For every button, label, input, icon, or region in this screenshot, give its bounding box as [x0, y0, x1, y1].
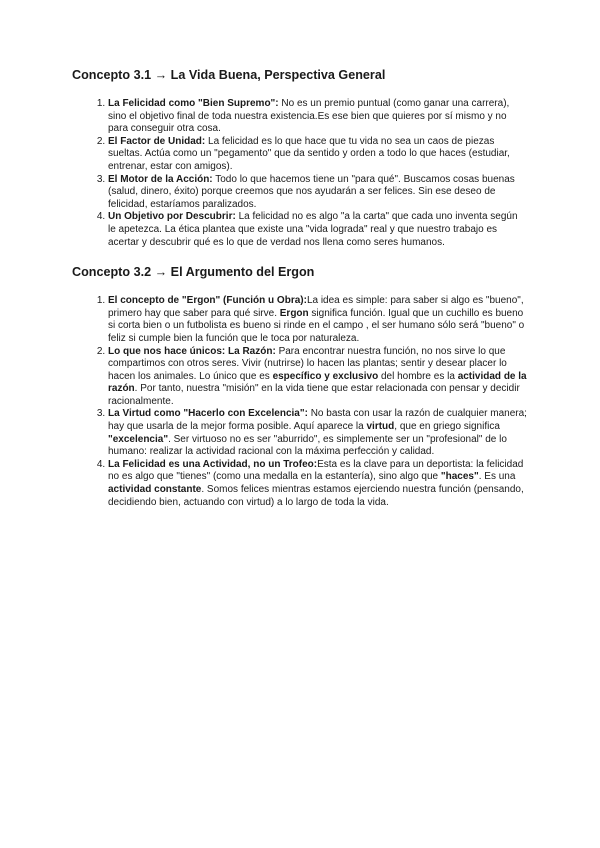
item-text: La felicidad no es algo "a la carta" que cada uno inventa según le apetezca. La ética plantea que existe una "vida lograda" real y que nuestro trabajo es acertar y descubrir qué es lo que de verdad nos llena como seres humanos.	[108, 211, 518, 248]
item-text: . Por tanto, nuestra "misión" en la vida tiene que estar relacionada con pensar y decidir racionalmente.	[108, 383, 520, 407]
list-item	[108, 211, 528, 249]
item-text: . Ser virtuoso no es ser "aburrido", es simplemente ser un "profesional" de lo humano: realizar la actividad racional con la máxima perfección y calidad.	[108, 433, 507, 458]
item-emphasis: virtud	[366, 421, 395, 433]
item-text: Todo lo que hacemos tiene un "para qué". Buscamos cosas buenas (salud, dinero, éxito) porque creemos que nos ayudarán a ser felices. Sin ese deseo de felicidad, estaríamos paralizados.	[108, 173, 515, 210]
item-emphasis: Ergon	[279, 307, 309, 319]
section-title: Concepto 3.2 → El Argumento del Ergon	[72, 265, 315, 280]
list-item	[108, 408, 528, 458]
item-heading: Un Objetivo por Descubrir:	[108, 211, 236, 223]
concept-list	[72, 295, 528, 509]
item-emphasis: específico y exclusivo	[272, 370, 379, 382]
item-text: significa función. Igual que un cuchillo es bueno si corta bien o un futbolista es bueno si rinde en el campo , el ser humano sólo será "bueno" o feliz si cumple bien la función que le toca por naturaleza.	[108, 307, 525, 344]
item-emphasis: "haces"	[440, 471, 479, 483]
item-heading: El Factor de Unidad:	[108, 135, 206, 147]
list-item	[108, 295, 528, 345]
item-text: Esta es la clave para un deportista: la felicidad no es algo que "tienes" (como una medalla en la estantería), sino algo que	[108, 458, 524, 483]
item-text: No basta con usar la razón de cualquier manera; hay que usarla de la mejor forma posible. Aquí aparece la	[108, 408, 527, 433]
item-heading: Lo que nos hace únicos: La Razón:	[108, 345, 276, 357]
item-text: Para encontrar nuestra función, no nos sirve lo que compartimos con otros seres. Vivir (nutrirse) lo hacen las plantas; sentir y desear placer lo hacen los animales. Lo único que es	[108, 345, 507, 382]
list-item	[108, 136, 528, 174]
list-item	[108, 174, 528, 212]
list-item	[108, 459, 528, 509]
list-item	[108, 346, 528, 409]
item-text: del hombre es la	[378, 370, 458, 382]
document-page	[72, 66, 528, 523]
item-emphasis: actividad de la razón	[108, 370, 527, 395]
item-heading: La Felicidad como "Bien Supremo":	[108, 98, 279, 109]
item-emphasis: "excelencia"	[108, 433, 169, 445]
section-title: Concepto 3.1 → La Vida Buena, Perspectiva General	[72, 68, 386, 82]
item-heading: El Motor de la Acción:	[108, 173, 213, 185]
item-text: . Somos felices mientras estamos ejerciendo nuestra función (pensando, decidiendo bien, actuando con virtud) a lo largo de toda la vida.	[108, 484, 524, 508]
item-text: . Es una	[478, 471, 516, 483]
item-heading: La Virtud como "Hacerlo con Excelencia":	[108, 408, 308, 420]
concept-list	[72, 98, 528, 249]
item-emphasis: actividad constante	[108, 484, 202, 496]
item-text: No es un premio puntual (como ganar una carrera), sino el objetivo final de toda nuestra existencia.Es ese bien que quieres por sí mismo y no para conseguir otra cosa.	[108, 98, 510, 135]
item-heading: El concepto de "Ergon" (Función u Obra):	[108, 295, 307, 307]
item-text: , que en griego significa	[394, 421, 500, 433]
item-text: La idea es simple: para saber si algo es "bueno", primero hay que saber para qué sirve.	[108, 295, 524, 319]
list-item	[108, 98, 528, 136]
item-text: La felicidad es lo que hace que tu vida no sea un caos de piezas sueltas. Actúa como un "pegamento" que da sentido y orden a todo lo que haces (estudiar, entrenar, estar con amigos).	[108, 135, 510, 172]
item-heading: La Felicidad es una Actividad, no un Trofeo:	[108, 458, 318, 470]
